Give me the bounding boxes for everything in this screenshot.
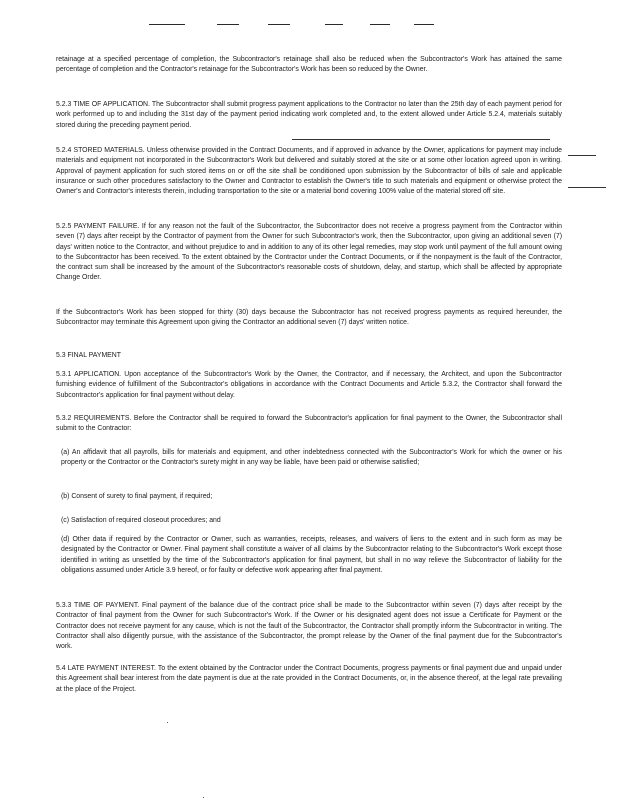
separator-rule (292, 139, 550, 140)
paragraph-requirements: 5.3.2 REQUIREMENTS. Before the Contractor shall be required to forward the Subcontractor's application for final payment to the Owner, the Subcontractor shall submit to the Contractor: (56, 415, 562, 433)
requirement-item-a: (a) An affidavit that all payrolls, bills for materials and equipment, and other indebtedness connected with the Subcontractor's Work for which the owner or his property or the Contractor or the Contractor's surety might in any way be liable, have been paid or otherwise satisfied; (61, 449, 562, 467)
requirement-item-b: (b) Consent of surety to final payment, if required; (61, 493, 213, 500)
paragraph-termination: If the Subcontractor's Work has been stopped for thirty (30) days because the Subcontractor has not received progress payments as required hereunder, the Subcontractor may terminate this Agreement upon giving the Contractor an additional seven (7) days' written notice. (56, 309, 562, 327)
paragraph-application: 5.3.1 APPLICATION. Upon acceptance of the Subcontractor's Work by the Owner, the Contractor, and if necessary, the Architect, and upon the Subcontractor furnishing evidence of fulfillment of the Subcontractor's obligations in accordance with the Contract Documents and Article 5.3.2, the Contractor shall forward the Subcontractor's application for final payment without delay. (56, 371, 562, 399)
separator-rule (568, 187, 606, 188)
scan-speck (203, 797, 204, 798)
paragraph-time-of-payment: 5.3.3 TIME OF PAYMENT. Final payment of the balance due of the contract price shall be made to the Subcontractor within seven (7) days after receipt by the Contractor of final payment from the Owner for such Subcontractor's Work. If the Owner or his designated agent does not issue a Certificate for Payment or the Contractor does not receive payment for any cause, which is not the fault of the Subcontractor, the Contractor shall promptly inform the Subcontractor in writing. The Contractor shall also diligently pursue, with the assistance of the Subcontractor, the prompt release by the Owner of the final payment due for the Subcontractor's work. (56, 602, 562, 651)
header-rule (370, 24, 390, 25)
paragraph-payment-failure: 5.2.5 PAYMENT FAILURE. If for any reason not the fault of the Subcontractor, the Subcontractor does not receive a progress payment from the Contractor within seven (7) days after receipt by the Contractor of payment from the Owner for such Subcontractor's work, then the Subcontractor, upon giving an additional seven (7) days' written notice to the Contractor, and without prejudice to and in addition to any of its other legal remedies, may stop work until payment of the full amount owing to the Subcontractor has been received. To the extent obtained by the Contractor under the Contract Documents, or if the nonpayment is the fault of the Contractor, the contract sum shall be increased by the amount of the Subcontractor's reasonable costs of shutdown, delay, and startup, which shall be affected by appropriate Change Order. (56, 223, 562, 282)
paragraph-stored-materials: 5.2.4 STORED MATERIALS. Unless otherwise provided in the Contract Documents, and if approved in advance by the Owner, applications for payment may include materials and equipment not incorporated in the Subcontractor's Work but delivered and suitably stored at the site or at some other location agreed upon in writing. Approval of payment application for such stored items on or off the site shall be conditioned upon submission by the Subcontractor of bills of sale and applicable insurance or such other procedures satisfactory to the Owner and Contractor to establish the Owner's title to such materials and equipment or otherwise protect the Owner's and Contractor's interests therein, including transportation to the site or a material bond covering 100% value of the material stored off site. (56, 147, 562, 196)
section-heading-final-payment: 5.3 FINAL PAYMENT (56, 352, 121, 359)
header-rule (414, 24, 434, 25)
paragraph-late-payment-interest: 5.4 LATE PAYMENT INTEREST. To the extent obtained by the Contractor under the Contract Documents, progress payments or final payment due and unpaid under this Agreement shall bear interest from the date payment is due at the rate provided in the Contract Documents, or, in the absence thereof, at the legal rate prevailing at the place of the Project. (56, 665, 562, 693)
header-rule (268, 24, 290, 25)
scan-speck (167, 722, 168, 723)
header-rule (149, 24, 185, 25)
requirement-item-c: (c) Satisfaction of required closeout procedures; and (61, 517, 221, 524)
header-rule (217, 24, 239, 25)
paragraph-time-of-application: 5.2.3 TIME OF APPLICATION. The Subcontractor shall submit progress payment applications to the Contractor no later than the 25th day of each payment period for work performed up to and including the 31st day of the payment period indicating work completed and, to the extent allowed under Article 5.2.4, materials suitably stored during the preceding payment period. (56, 101, 562, 129)
header-rule (325, 24, 343, 25)
paragraph-retainage: retainage at a specified percentage of completion, the Subcontractor's retainage shall also be reduced when the Subcontractor's Work has attained the same percentage of completion and the Contractor's retainage for the Subcontractor's Work has been so reduced by the Owner. (56, 56, 562, 74)
separator-rule (568, 155, 596, 156)
requirement-item-d: (d) Other data if required by the Contractor or Owner, such as warranties, receipts, releases, and waivers of liens to the extent and in such form as may be designated by the Contractor or Owner. Final payment shall constitute a waiver of all claims by the Subcontractor relating to the Subcontractor's Work except those identified in writing as unsettled by the time of the Subcontractor's application for final payment, but shall in no way relieve the Subcontractor of liability for the obligations assumed under Article 3.9 hereof, or for faulty or defective work appearing after final payment. (61, 536, 562, 574)
